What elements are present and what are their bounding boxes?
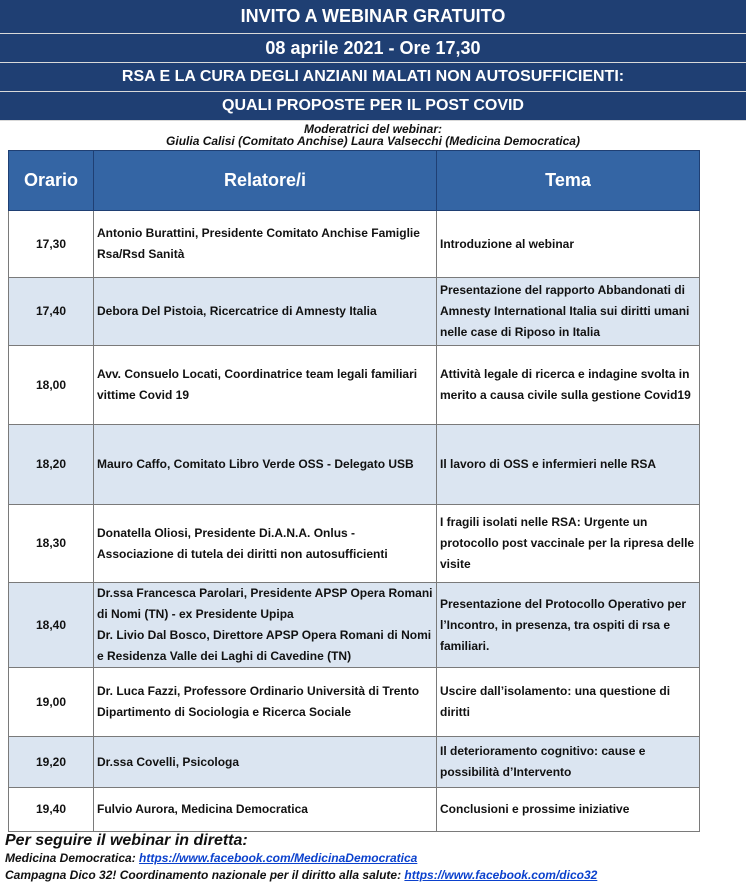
row-speaker-second: Dr. Livio Dal Bosco, Direttore APSP Opera Romani di Nomi e Residenza Valle dei Laghi di Cavedine (TN): [97, 628, 432, 663]
program-table: [8, 150, 700, 832]
row-time: 18,30: [9, 505, 94, 583]
row-topic: Conclusioni e prossime iniziative: [437, 788, 700, 832]
row-speaker: Donatella Oliosi, Presidente Di.A.N.A. Onlus - Associazione di tutela dei diritti non autosufficienti: [94, 505, 437, 583]
table-row: [9, 788, 700, 832]
table-row: [9, 346, 700, 425]
dico-link-label: Campagna Dico 32! Coordinamento nazionale per il diritto alla salute:: [5, 868, 405, 882]
column-header-topic: Tema: [437, 151, 700, 211]
table-row: [9, 278, 700, 346]
row-time: 18,00: [9, 346, 94, 425]
row-speaker: Dr.ssa Francesca Parolari, Presidente APSP Opera Romani di Nomi (TN) - ex Presidente Upipa: [97, 586, 433, 621]
row-speaker-cell: [94, 583, 437, 668]
row-speaker: Debora Del Pistoia, Ricercatrice di Amnesty Italia: [94, 278, 437, 346]
md-link-label: Medicina Democratica:: [5, 851, 140, 865]
row-topic: Presentazione del rapporto Abbandonati di Amnesty International Italia sui diritti umani nelle case di Riposo in Italia: [437, 278, 700, 346]
table-header-row: [9, 151, 700, 211]
table-row: [9, 583, 700, 668]
row-speaker: Avv. Consuelo Locati, Coordinatrice team legali familiari vittime Covid 19: [94, 346, 437, 425]
md-link-line: [5, 850, 597, 867]
row-speaker: Mauro Caffo, Comitato Libro Verde OSS - Delegato USB: [94, 425, 437, 505]
event-date: 08 aprile 2021 - Ore 17,30: [0, 34, 746, 63]
invitation-header: [0, 0, 746, 121]
row-topic: Uscire dall’isolamento: una questione di diritti: [437, 668, 700, 737]
moderators-names: Giulia Calisi (Comitato Anchise) Laura Valsecchi (Medicina Democratica): [166, 134, 580, 148]
stream-info-heading: Per seguire il webinar in diretta:: [5, 832, 248, 849]
row-speaker: Fulvio Aurora, Medicina Democratica: [94, 788, 437, 832]
row-topic: Il deterioramento cognitivo: cause e possibilità d’Intervento: [437, 737, 700, 788]
row-speaker: Dr.ssa Covelli, Psicologa: [94, 737, 437, 788]
dico32-link[interactable]: https://www.facebook.com/dico32: [404, 868, 598, 882]
table-row: [9, 425, 700, 505]
row-time: 19,40: [9, 788, 94, 832]
invitation-title: INVITO A WEBINAR GRATUITO: [0, 0, 746, 34]
row-topic: I fragili isolati nelle RSA: Urgente un protocollo post vaccinale per la ripresa delle visite: [437, 505, 700, 583]
dico-link-line: [5, 867, 597, 884]
row-speaker: Antonio Burattini, Presidente Comitato Anchise Famiglie Rsa/Rsd Sanità: [94, 211, 437, 278]
stream-info: [5, 832, 597, 884]
row-topic: Il lavoro di OSS e infermieri nelle RSA: [437, 425, 700, 505]
event-topic-line2: QUALI PROPOSTE PER IL POST COVID: [0, 92, 746, 121]
column-header-speakers: Relatore/i: [94, 151, 437, 211]
table-row: [9, 737, 700, 788]
row-time: 18,20: [9, 425, 94, 505]
row-time: 19,00: [9, 668, 94, 737]
row-time: 17,40: [9, 278, 94, 346]
row-speaker: Dr. Luca Fazzi, Professore Ordinario Università di Trento Dipartimento di Sociologia e Ricerca Sociale: [94, 668, 437, 737]
moderators-block: [0, 123, 746, 147]
row-time: 19,20: [9, 737, 94, 788]
event-topic-line1: RSA E LA CURA DEGLI ANZIANI MALATI NON AUTOSUFFICIENTI:: [0, 63, 746, 92]
row-time: 18,40: [9, 583, 94, 668]
table-row: [9, 211, 700, 278]
medicina-democratica-link[interactable]: https://www.facebook.com/MedicinaDemocratica: [139, 851, 418, 865]
row-topic: Presentazione del Protocollo Operativo per l’Incontro, in presenza, tra ospiti di rsa e familiari.: [437, 583, 700, 668]
moderators-label: Moderatrici del webinar:: [303, 122, 443, 136]
table-row: [9, 505, 700, 583]
column-header-time: Orario: [9, 151, 94, 211]
row-topic: Introduzione al webinar: [437, 211, 700, 278]
row-time: 17,30: [9, 211, 94, 278]
row-topic: Attività legale di ricerca e indagine svolta in merito a causa civile sulla gestione Covid19: [437, 346, 700, 425]
table-row: [9, 668, 700, 737]
